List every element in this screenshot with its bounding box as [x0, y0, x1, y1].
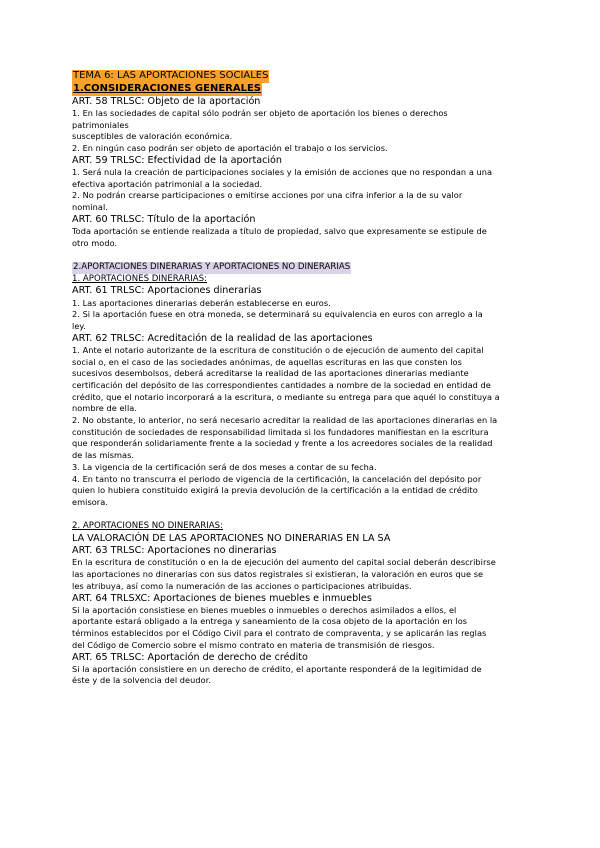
text-line: las aportaciones no dinerarias con sus datos registrales si existieran, la valoración en euros que se — [72, 569, 484, 580]
text-line: que responderán solidariamente frente a la sociedad y frente a los acreedores sociales de la realidad — [72, 438, 493, 449]
section-2-subheading — [72, 274, 524, 286]
text-line: de las mismas. — [72, 450, 135, 461]
text-line: ley. — [72, 320, 86, 331]
section-3-subheading-text: 2. APORTACIONES NO DINERARIAS: — [72, 521, 223, 532]
text-line: aportante estará obligado a la entrega y saneamiento de la cosa objeto de la aportación en los — [72, 616, 468, 627]
section-2-heading — [72, 262, 524, 274]
text-line: les atribuya, así como la numeración de las acciones o participaciones atribuidas. — [72, 580, 412, 591]
text-line: emisora. — [72, 496, 108, 507]
text-line: crédito, que el notario incorporará a la escritura, o mediante su entrega para que aquél lo constituya a — [72, 391, 500, 402]
text-line: susceptibles de valoración económica. — [72, 131, 233, 142]
section-1-heading-text: 1.CONSIDERACIONES GENERALES — [73, 82, 261, 94]
section-3-body — [72, 533, 524, 687]
text-line: del Código de Comercio sobre el mismo contrato en materia de transmisión de riesgos. — [72, 639, 435, 650]
text-line: términos establecidos por el Código Civil para el contrato de compraventa, y se aplicarán las reglas — [72, 628, 487, 639]
text-line: Si la aportación consistiere en un derecho de crédito, el aportante responderá de la legitimidad de — [72, 663, 482, 674]
article-heading: ART. 61 TRLSC: Aportaciones dinerarias — [72, 285, 262, 297]
text-line: constitución de sociedades de responsabilidad limitada si los fundadores manifiestan en la escritura — [72, 426, 489, 437]
section-2-heading-text: 2.APORTACIONES DINERARIAS Y APORTACIONES NO DINERARIAS — [73, 261, 351, 272]
document-page — [72, 70, 524, 687]
text-line: 2. En ningún caso podrán ser objeto de aportación el trabajo o los servicios. — [72, 142, 388, 153]
article-heading: ART. 64 TRLSXC: Aportaciones de bienes muebles e inmuebles — [72, 592, 372, 604]
article-heading: ART. 62 TRLSC: Acreditación de la realidad de las aportaciones — [72, 332, 373, 344]
section-2-body — [72, 285, 524, 508]
text-line: 3. La vigencia de la certificación será de dos meses a contar de su fecha. — [72, 461, 377, 472]
article-heading: ART. 58 TRLSC: Objeto de la aportación — [72, 95, 261, 107]
text-line: Toda aportación se entiende realizada a título de propiedad, salvo que expresamente se estipule de — [72, 225, 487, 236]
text-line: éste y de la solvencia del deudor. — [72, 675, 212, 686]
text-line: Si la aportación consistiese en bienes muebles o inmuebles o derechos asimilados a ellos, el — [72, 604, 457, 615]
text-line: efectiva aportación patrimonial a la sociedad. — [72, 178, 263, 189]
article-heading: ART. 59 TRLSC: Efectividad de la aportación — [72, 154, 282, 166]
text-line: En la escritura de constitución o en la de ejecución del aumento del capital social deberán describirse — [72, 557, 496, 568]
text-line: 4. En tanto no transcurra el periodo de vigencia de la certificación, la cancelación del depósito por — [72, 473, 482, 484]
text-line: otro modo. — [72, 237, 118, 248]
text-line: patrimoniales — [72, 119, 129, 130]
text-line: 1. Será nula la creación de participaciones sociales y la emisión de acciones que no respondan a una — [72, 166, 493, 177]
text-line: 2. No obstante, lo anterior, no será necesario acreditar la realidad de las aportaciones dinerarias en la — [72, 415, 498, 426]
paragraph-gap — [72, 249, 524, 262]
text-line: 1. En las sociedades de capital sólo podrán ser objeto de aportación los bienes o derechos — [72, 107, 448, 118]
section-1-heading — [72, 83, 524, 96]
article-heading: ART. 65 TRLSC: Aportación de derecho de crédito — [72, 651, 308, 663]
document-title — [72, 70, 524, 83]
text-line: nominal. — [72, 201, 108, 212]
text-line: sucesivos desembolsos, deberá acreditarse la realidad de las aportaciones dinerarias mediante — [72, 368, 469, 379]
article-heading: ART. 60 TRLSC: Título de la aportación — [72, 213, 256, 225]
section-3-subheading — [72, 521, 524, 533]
text-line: 1. Ante el notario autorizante de la escritura de constitución o de ejecución de aumento del capital — [72, 344, 484, 355]
text-line: certificación del depósito de las correspondientes cantidades a nombre de la sociedad en entidad de — [72, 379, 491, 390]
text-line: 2. No podrán crearse participaciones o emitirse acciones por una cifra inferior a la de su valor — [72, 190, 463, 201]
text-line: social o, en el caso de las sociedades anónimas, de aquellas escrituras en las que consten los — [72, 356, 462, 367]
paragraph-gap — [72, 509, 524, 522]
text-line: 1. Las aportaciones dinerarias deberán establecerse en euros. — [72, 297, 331, 308]
article-heading: ART. 63 TRLSC: Aportaciones no dinerarias — [72, 545, 277, 557]
section-1-body — [72, 96, 524, 250]
article-heading: LA VALORACIÓN DE LAS APORTACIONES NO DINERARIAS EN LA SA — [72, 532, 391, 544]
text-line: 2. Si la aportación fuese en otra moneda, se determinará su equivalencia en euros con arreglo a la — [72, 309, 483, 320]
title-highlight: TEMA 6: LAS APORTACIONES SOCIALES — [73, 70, 269, 81]
text-line: nombre de ella. — [72, 403, 137, 414]
section-2-subheading-text: 1. APORTACIONES DINERARIAS: — [72, 273, 208, 284]
text-line: quien lo hubiera constituido exigirá la previa devolución de la certificación a la entidad de crédito — [72, 485, 478, 496]
